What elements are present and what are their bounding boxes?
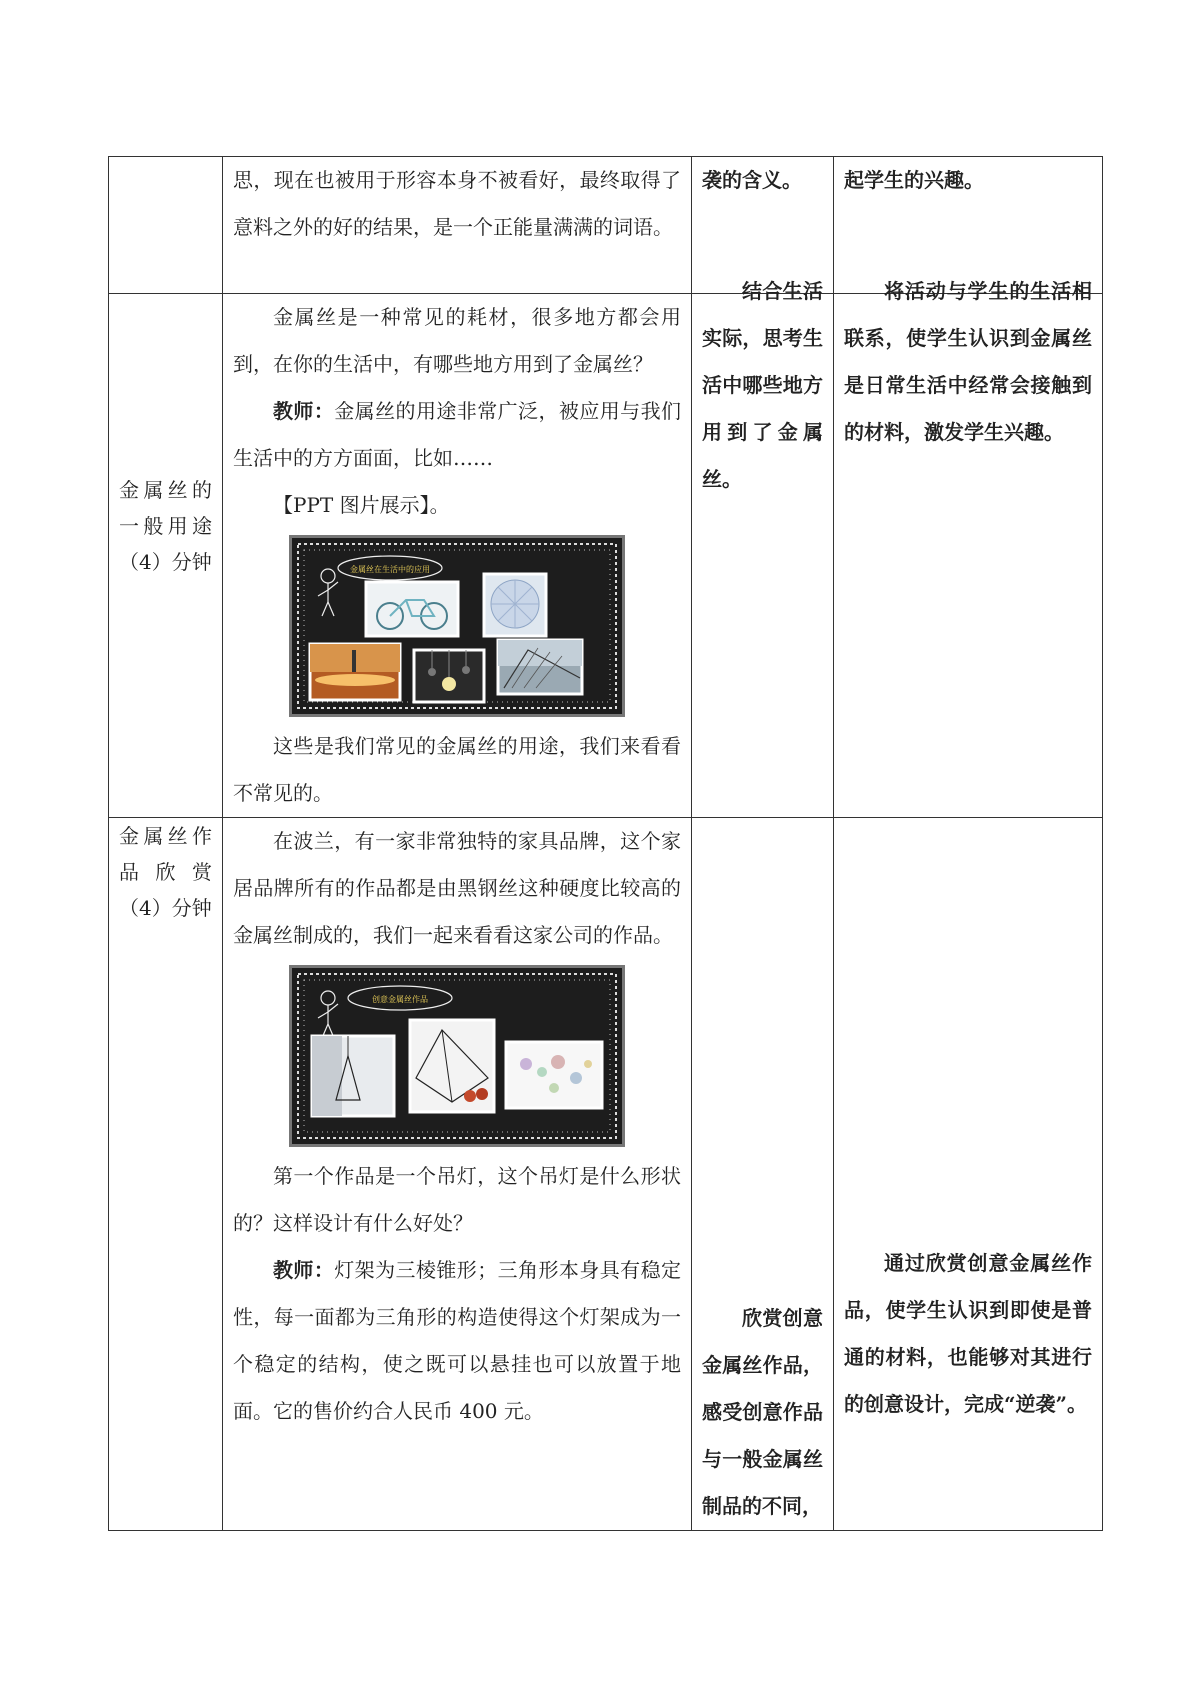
teacher-text: 金属丝的用途非常广泛，被应用与我们生活中的方方面面，比如…… [233, 399, 682, 470]
section-text: 金属丝作品欣赏（4）分钟 [119, 824, 212, 920]
activity-text: 袭的含义。 [702, 168, 802, 192]
content-text: 思，现在也被用于形容本身不被看好，最终取得了意料之外的好的结果，是一个正能量满满的词语。 [233, 168, 681, 239]
teacher-text: 灯架为三棱锥形；三角形本身具有稳定性，每一面都为三角形的构造使得这个灯架成为一个稳定的结构，使之既可以悬挂也可以放置于地面。它的售价约合人民币 400 元。 [233, 1258, 682, 1423]
intent-text: 通过欣赏创意金属丝作品，使学生认识到即使是普通的材料，也能够对其进行的创意设计，完成“逆袭”。 [844, 1251, 1092, 1416]
content-paragraph: 第一个作品是一个吊灯，这个吊灯是什么形状的？这样设计有什么好处？ [233, 1164, 681, 1235]
activity-cell [692, 279, 834, 818]
ppt-note: 【PPT 图片展示】。 [273, 493, 450, 517]
intent-cell [834, 279, 1103, 818]
world-map-photo [506, 1042, 602, 1108]
lesson-plan-table [108, 156, 1103, 1531]
activity-text: 结合生活实际，思考生活中哪些地方用到了金属丝。 [702, 279, 823, 491]
section-cell [109, 294, 223, 818]
activity-text: 欣赏创意金属丝作品，感受创意作品与一般金属丝制品的不同， [702, 1306, 823, 1518]
teacher-label: 教师： [273, 1258, 335, 1282]
content-cell [223, 818, 692, 1531]
intent-text: 将活动与学生的生活相联系，使学生认识到金属丝是日常生活中经常会接触到的材料，激发学生兴趣。 [844, 279, 1092, 444]
ppt-slide-image [289, 965, 625, 1147]
slide-caption: 金属丝在生活中的应用 [350, 565, 430, 574]
ppt-slide-image [289, 535, 625, 717]
intent-cell [834, 818, 1103, 1531]
content-paragraph: 在波兰，有一家非常独特的家具品牌，这个家居品牌所有的作品都是由黑钢丝这种硬度比较高的金属丝制成的，我们一起来看看这家公司的作品。 [233, 829, 681, 947]
section-text: 金属丝的一般用途（4）分钟 [119, 477, 212, 574]
slide-caption: 创意金属丝作品 [372, 995, 428, 1004]
activity-cell [692, 818, 834, 1531]
content-cell [223, 294, 692, 818]
table-row [109, 818, 1103, 1531]
teacher-label: 教师： [273, 399, 335, 423]
content-cell [223, 157, 692, 294]
content-paragraph: 这些是我们常见的金属丝的用途，我们来看看不常见的。 [233, 734, 681, 805]
teacher-paragraph [233, 388, 681, 482]
section-cell [109, 818, 223, 1531]
table-row [109, 294, 1103, 818]
intent-text: 起学生的兴趣。 [844, 168, 984, 192]
content-paragraph: 金属丝是一种常见的耗材，很多地方都会用到，在你的生活中，有哪些地方用到了金属丝？ [233, 305, 681, 376]
teacher-paragraph [233, 1247, 681, 1435]
section-cell [109, 157, 223, 294]
